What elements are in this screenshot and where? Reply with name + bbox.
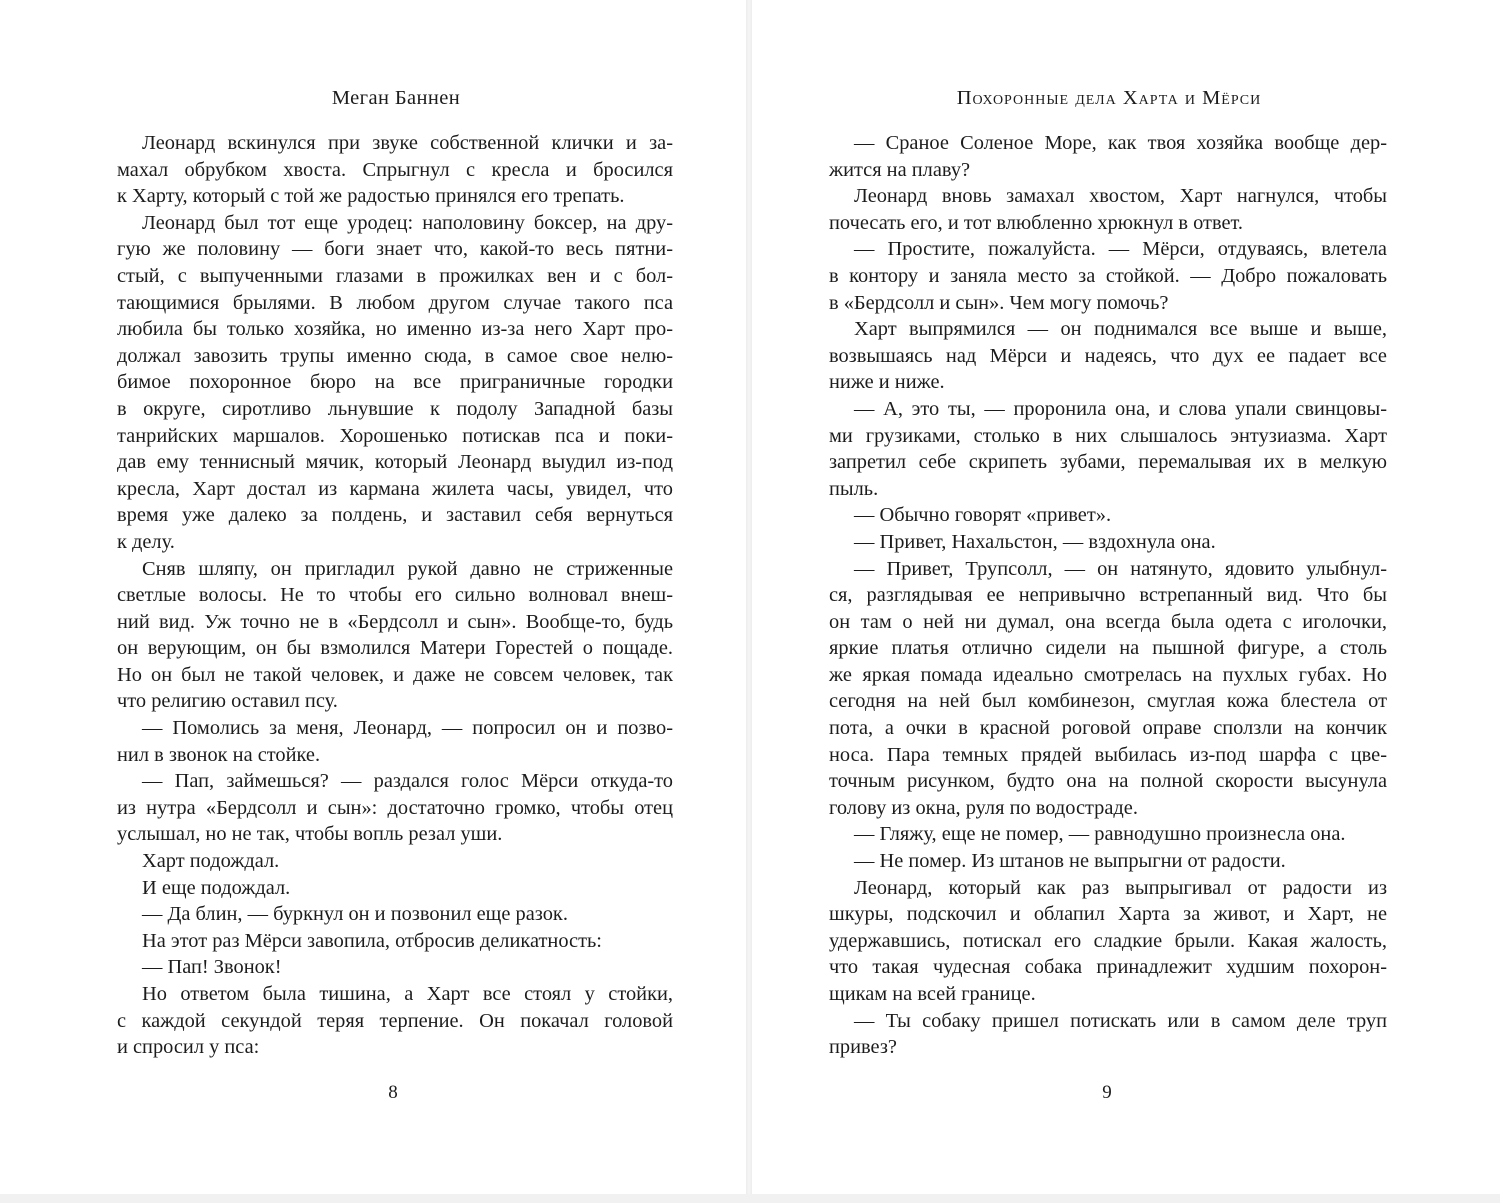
text-line: голову из окна, руля по водостраде.: [829, 796, 1138, 819]
text-line: ми грузиками, столько в них слышалось энтузиазма. Харт: [829, 424, 1387, 447]
text-line: На этот раз Мёрси завопила, отбросив деликатность:: [142, 929, 602, 952]
text-line: должал завозить трупы именно сюда, в самое свое нелю-: [117, 344, 673, 367]
text-line: в округе, сиротливо льнувшие к подолу Западной базы: [117, 397, 673, 420]
text-line: Но он был не такой человек, и даже не совсем человек, так: [117, 663, 673, 686]
text-line: — Ты собаку пришел потискать или в самом деле труп: [854, 1009, 1387, 1032]
text-line: Сняв шляпу, он пригладил рукой давно не стриженные: [142, 557, 673, 580]
text-line: — Да блин, — буркнул он и позвонил еще разок.: [142, 903, 568, 926]
text-line: Леонард вновь замахал хвостом, Харт нагнулся, чтобы: [854, 185, 1387, 208]
text-line: — Обычно говорят «привет».: [854, 504, 1112, 527]
text-line: Леонард вскинулся при звуке собственной клички и за-: [142, 132, 673, 154]
text-line: услышал, но не так, чтобы вопль резал уши.: [117, 823, 503, 846]
text-line: же яркая помада идеально смотрелась на пухлых губах. Но: [829, 663, 1387, 686]
text-line: кресла, Харт достал из кармана жилета часы, увидел, что: [117, 477, 673, 500]
text-line: запретил себе скрипеть зубами, перемалывая их в мелкую: [829, 451, 1387, 474]
text-line: — Привет, Трупсолл, — он натянуто, ядовито улыбнул-: [854, 557, 1387, 580]
text-line: в «Бердсолл и сын». Чем могу помочь?: [829, 291, 1169, 314]
text-line: тающимися брылями. В любом другом случае такого пса: [117, 291, 673, 314]
text-line: к делу.: [117, 530, 175, 553]
text-line: к Харту, который с той же радостью принялся его трепать.: [117, 185, 625, 208]
text-line: светлые волосы. Не то чтобы его сильно волновал внеш-: [117, 584, 673, 607]
text-line: сегодня на ней был комбинезон, смуглая кожа блестела от: [829, 690, 1387, 713]
text-line: Леонард, который как раз выпрыгивал от радости из: [854, 876, 1387, 899]
text-line: щикам на всей границе.: [829, 983, 1036, 1005]
text-line: что такая чудесная собака принадлежит худшим похорон-: [829, 956, 1387, 979]
text-line: — Пап, займешься? — раздался голос Мёрси откуда-то: [142, 770, 673, 793]
left-page-text: [117, 130, 673, 1061]
text-line: он верующим, он бы взмолился Матери Горестей о пощаде.: [117, 637, 673, 660]
text-line: удержавшись, потискал его сладкие брыли. Какая жалость,: [829, 929, 1387, 952]
text-line: — Гляжу, еще не помер, — равнодушно произнесла она.: [854, 823, 1346, 846]
text-line: время уже далеко за полдень, и заставил себя вернуться: [117, 504, 673, 527]
running-head-title: Похоронные дела Харта и Мёрси: [956, 87, 1262, 109]
text-line: нил в звонок на стойке.: [117, 743, 321, 766]
text-line: ся, разглядывая ее непривычно встрепанный вид. Что бы: [829, 584, 1387, 607]
running-head-author: Меган Баннен: [331, 87, 461, 109]
text-line: что религию оставил псу.: [117, 690, 338, 713]
text-line: точным рисунком, будто она на полной скорости высунула: [829, 770, 1387, 793]
text-line: бимое похоронное бюро на все приграничные городки: [117, 371, 673, 394]
text-line: в контору и заняла место за стойкой. — Добро пожаловать: [829, 264, 1387, 287]
page-number-left: 8: [388, 1082, 398, 1103]
text-line: И еще подождал.: [142, 876, 291, 899]
text-line: гую же половину — боги знает что, какой-то весь пятни-: [117, 238, 673, 261]
text-line: жится на плаву?: [829, 158, 971, 181]
page-number-right: 9: [1102, 1082, 1112, 1103]
bottom-edge: [0, 1194, 1500, 1203]
right-page: [752, 0, 1500, 1194]
text-line: танрийских маршалов. Хорошенько потискав пса и поки-: [117, 424, 673, 447]
left-page: [0, 0, 746, 1194]
text-line: яркие платья отлично сидели на пышной фигуре, а столь: [829, 637, 1387, 660]
right-page-text: [829, 130, 1387, 1061]
text-line: — А, это ты, — проронила она, и слова упали свинцовы-: [854, 397, 1387, 420]
text-line: из нутра «Бердсолл и сын»: достаточно громко, чтобы отец: [117, 796, 673, 819]
text-line: махал обрубком хвоста. Спрыгнул с кресла и бросился: [117, 158, 673, 181]
text-line: — Пап! Звонок!: [142, 956, 282, 979]
text-line: стый, с выпученными глазами в прожилках вен и с бол-: [117, 264, 673, 287]
text-line: Но ответом была тишина, а Харт все стоял у стойки,: [142, 983, 673, 1005]
text-line: любила бы только хозяйка, но именно из-за него Харт про-: [117, 318, 673, 341]
text-line: — Помолись за меня, Леонард, — попросил он и позво-: [142, 717, 673, 740]
text-line: привез?: [829, 1036, 897, 1059]
text-line: и спросил у пса:: [117, 1036, 260, 1059]
text-line: ниже и ниже.: [829, 371, 945, 394]
text-line: пыль.: [829, 477, 879, 500]
text-line: Харт подождал.: [142, 850, 280, 873]
text-line: — Не помер. Из штанов не выпрыгни от радости.: [854, 850, 1286, 873]
text-line: — Сраное Соленое Море, как твоя хозяйка вообще дер-: [854, 132, 1387, 154]
text-line: дав ему теннисный мячик, который Леонард выудил из-под: [117, 451, 673, 474]
text-line: Харт выпрямился — он поднимался все выше и выше,: [854, 318, 1387, 341]
text-line: почесать его, и тот влюбленно хрюкнул в ответ.: [829, 211, 1243, 234]
text-line: носа. Пара темных прядей выбилась из-под шарфа с цве-: [829, 743, 1387, 766]
text-line: — Простите, пожалуйста. — Мёрси, отдуваясь, влетела: [854, 238, 1387, 261]
text-line: возвышаясь над Мёрси и надеясь, что дух ее падает все: [829, 344, 1387, 367]
text-line: ний вид. Уж точно не в «Бердсолл и сын». Вообще-то, будь: [117, 610, 673, 633]
text-line: он там о ней ни думал, она всегда была одета с иголочки,: [829, 610, 1387, 633]
text-line: пота, а очки в красной роговой оправе сползли на кончик: [829, 717, 1387, 740]
text-line: с каждой секундой теряя терпение. Он покачал головой: [117, 1009, 673, 1032]
text-line: шкуры, подскочил и облапил Харта за живот, и Харт, не: [829, 903, 1387, 926]
text-line: Леонард был тот еще уродец: наполовину боксер, на дру-: [142, 211, 673, 234]
text-line: — Привет, Нахальстон, — вздохнула она.: [854, 530, 1216, 553]
